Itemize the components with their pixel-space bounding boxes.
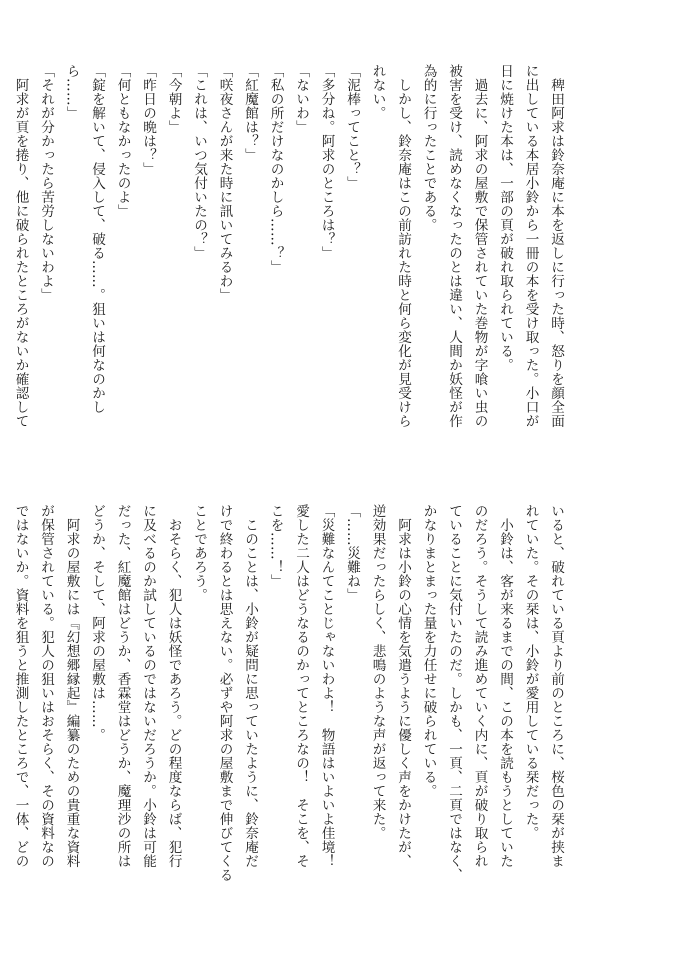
text-line: 稗田阿求は鈴奈庵に本を返しに行った時、怒りを顔全面: [548, 64, 564, 428]
text-line: 「……災難ね」: [344, 504, 360, 602]
text-line: 「紅魔館は？」: [242, 64, 258, 162]
text-line: 「今朝よ」: [165, 64, 182, 134]
text-line: こを……！」: [267, 504, 284, 588]
text-line: 阿求は小鈴の心情を気遣うように優しく声をかけたが、: [395, 504, 411, 868]
text-line: 「私の所だけなのかしら……？」: [267, 64, 284, 274]
text-line: けで終わるとは思えない。必ずや阿求の屋敷まで伸びてくる: [216, 504, 233, 882]
text-line: 「咲夜さんが来た時に訊いてみるわ」: [216, 64, 233, 302]
text-line: かなりまとまった量を力任せに破られている。: [420, 504, 437, 798]
text-line: 阿求が頁を捲り、他に破られたところがないか確認して: [12, 64, 29, 428]
text-line: のだろう。そうして読み進めていく内に、頁が破り取られ: [471, 504, 488, 868]
text-line: 愛した二人はどうなるのかってところなの！ そこを、そ: [293, 504, 309, 868]
text-line: 逆効果だったらしく、悲鳴のような声が返って来た。: [369, 504, 386, 840]
text-line: 「ないわ」: [293, 64, 309, 134]
text-line: おそらく、犯人は妖怪であろう。どの程度ならば、犯行: [165, 504, 182, 868]
text-tier-bottom: [12, 504, 568, 896]
text-line: 日に焼けた本は、一部の頁が破れ取られている。: [497, 64, 513, 372]
text-line: 「災難なんてことじゃないわよ！ 物語はいよいよ佳境！: [318, 504, 335, 868]
text-line: に及べるのか試しているのではないだろうか。小鈴は可能: [140, 504, 156, 868]
text-line: 「何ともなかったのよ」: [114, 64, 131, 218]
text-line: 「これは、いつ気付いたの？」: [191, 64, 207, 260]
text-line: 為的に行ったことである。: [420, 64, 437, 232]
text-line: 小鈴は、客が来るまでの間、この本を読もうとしていた: [497, 504, 513, 868]
text-line: いると、破れている頁より前のところに、桜色の栞が挟ま: [548, 504, 564, 868]
text-line: 阿求の屋敷には『幻想郷縁起』編纂のための貴重な資料: [63, 504, 80, 868]
text-line: このことは、小鈴が疑問に思っていたように、鈴奈庵だ: [242, 504, 258, 868]
text-line: れていた。その栞は、小鈴が愛用している栞だった。: [522, 504, 539, 840]
text-line: しかし、鈴奈庵はこの前訪れた時と何ら変化が見受けら: [395, 64, 411, 428]
text-line: だった、紅魔館はどうか、香霖堂はどうか、魔理沙の所は: [114, 504, 131, 868]
text-line: ら……」: [63, 64, 80, 120]
text-tier-top: [12, 64, 568, 456]
text-line: ていることに気付いたのだ。しかも、一頁、二頁ではなく、: [446, 504, 462, 882]
text-line: れない。: [369, 64, 386, 120]
text-line: 「それが分かったら苦労しないわよ」: [38, 64, 54, 302]
text-line: どうか、そして、阿求の屋敷は……。: [89, 504, 105, 742]
text-line: 過去に、阿求の屋敷で保管されていた巻物が字喰い虫の: [471, 64, 488, 428]
text-line: 「多分ね。阿求のところは？」: [318, 64, 335, 260]
text-line: 「錠を解いて、侵入して、破る……。狙いは何なのかし: [89, 64, 105, 414]
text-line: ではないか。資料を狙うと推測したところで、一体、どの: [12, 504, 29, 868]
text-line: 「泥棒ってこと？」: [344, 64, 360, 190]
text-line: 被害を受け、読めなくなったのとは違い、人間か妖怪が作: [446, 64, 462, 428]
text-line: が保管されている。犯人の狙いはおそらく、その資料なの: [38, 504, 54, 868]
text-line: ことであろう。: [191, 504, 207, 602]
text-line: 「昨日の晩は？」: [140, 64, 156, 176]
text-line: に出している本居小鈴から一冊の本を受け取った。小口が: [522, 64, 539, 428]
